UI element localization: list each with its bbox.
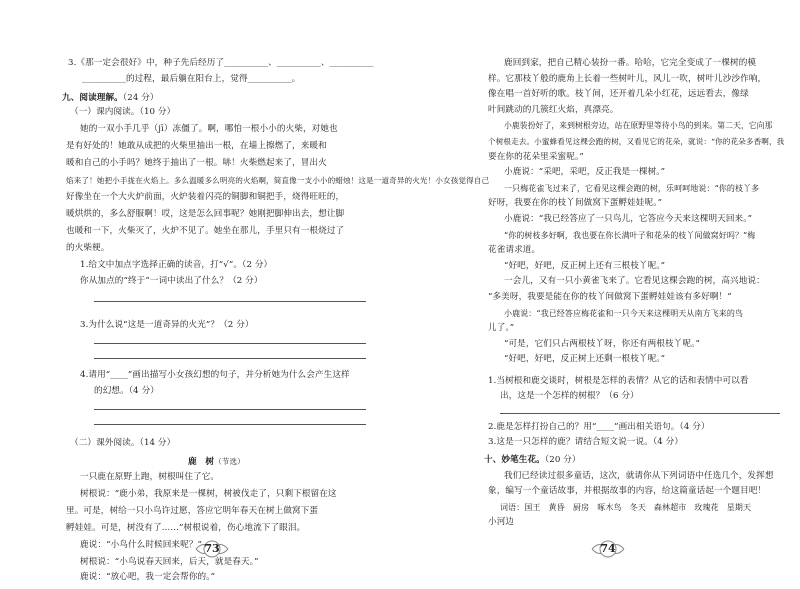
- question-1: 1.当树根和鹿交谈时，树根是怎样的表情？从它的话和表情中可以看: [488, 376, 749, 386]
- passage-line: 暖和自己的小手吗？她终于抽出了一根。哧！火柴燃起来了，冒出火: [66, 158, 327, 168]
- word-list: 词语：国王 黄昏 厨房 啄木鸟 冬天 森林超市 玫瑰花 星期天: [500, 503, 752, 512]
- passage-line: 也暖和一下，火柴灭了，火炉不见了。她坐在那儿，手里只有一根烧过了: [66, 226, 345, 236]
- question-1b: 出，这是一个怎样的树根？（6 分）: [500, 391, 639, 401]
- passage-line: 样。它那枝丫般的鹿角上长着一些树叶儿，风儿一吹，树叶儿沙沙作响，: [488, 73, 767, 84]
- writing-prompt: 象，编写一个童话故事，并根据故事的内容，给这篇童话起一个题目吧！: [488, 486, 767, 496]
- passage-line: “好吧，好吧，反正树上还剩一根枝丫呢。”: [504, 354, 666, 365]
- passage-line: 她的一双小手几乎（jī）冻僵了。啊，哪怕一根小小的火柴，对她也: [80, 124, 338, 134]
- question-4: 4.请用“____”画出描写小女孩幻想的句子，并分析她为什么会产生这样: [80, 370, 350, 380]
- passage-line: 叶间跳动的几簇红火焰，真漂亮。: [488, 104, 619, 115]
- passage-line: 树根说：“小鸟说春天回来，后天，就是春天。”: [80, 557, 259, 567]
- page-number: 73: [204, 542, 220, 555]
- question-2: 2.鹿是怎样打扮自己的？用“____”画出相关语句。（4 分）: [488, 422, 710, 432]
- passage-line: 鹿回到家，把自己精心装扮一番。哈哈，它完全变成了一棵树的模: [504, 58, 757, 68]
- passage-line: 像在唱一首好听的歌。枝丫间，还开着几朵小红花，远远看去，像绿: [488, 89, 749, 100]
- question-1: 1.给文中加点字选择正确的读音，打“√”。（2 分）: [80, 260, 273, 270]
- answer-line[interactable]: [94, 358, 366, 359]
- passage-line: 孵娃娃。可是，树没有了……”树根说着，伤心地流下了眼泪。: [66, 523, 306, 533]
- word-list: 小河边: [488, 517, 515, 527]
- passage-line: 树根说：“鹿小弟，我原来是一棵树，树被伐走了，只剩下根留在这: [80, 489, 337, 499]
- passage-line: “你的树枝多好啊，我也要在你长满叶子和花朵的枝丫间做窝好吗？”梅: [504, 230, 756, 240]
- passage-line: 好呀，我要在你的枝丫间做窝下蛋孵娃娃呢。”: [488, 198, 663, 209]
- answer-line[interactable]: [94, 409, 366, 410]
- passage-line: 个树根走去。小蜜蜂看见这棵会跑的树，又看见它的花朵，就说：“你的花朵多香啊，我: [488, 137, 785, 146]
- passage-line: 小鹿说：“我已经答应梅花雀和一只今天来这棵明天从南方飞来的鸟: [504, 308, 744, 318]
- passage-line: 一会儿，又有一只小黄雀飞来了。它看见这棵会跑的树，高兴地说：: [504, 276, 765, 287]
- question-3: 3.为什么说“这是一道奇异的火光”？（2 分）: [80, 320, 254, 330]
- passage-line: 鹿说：“放心吧，我一定会帮你的。”: [80, 572, 216, 582]
- question-4b: 的幻想。（4 分）: [94, 386, 159, 396]
- q3-line1: 3.《那一定会很好》中，种子先后经历了__________、__________、__________: [68, 58, 374, 68]
- passage-line: 暖烘烘的，多么舒服啊！哎，这是怎么回事呢？她刚把脚伸出去，想让脚: [66, 209, 345, 219]
- question-1b: 你从加点的“终于”一词中读出了什么？（2 分）: [80, 276, 263, 286]
- passage-line: 小鹿装扮好了，来到树根旁边，站在原野里等待小鸟的到来。第二天，它向那: [504, 121, 773, 131]
- passage-line: 小鹿说：“采吧，采吧，反正我是一棵树。”: [504, 167, 666, 178]
- passage-line: 里。可是，树给一只小鸟许过愿，答应它明年春天在树上做窝下蛋: [66, 506, 319, 516]
- section10-title: 十、妙笔生花。（20 分）: [484, 455, 581, 465]
- passage-line: 的火柴梗。: [66, 243, 110, 253]
- section9-title: 九、阅读理解。（24 分）: [62, 93, 159, 103]
- passage-line: 鹿说：“小鸟什么时候回来呢？”: [80, 540, 203, 550]
- passage-line: 小鹿说：“我已经答应了一只鸟儿，它答应今天来这棵明天回来。”: [504, 214, 753, 224]
- reading2-title: （二）课外阅读。（14 分）: [70, 438, 176, 448]
- passage-line: “可是，它们只占两根枝丫呀，你还有两根枝丫呢。”: [504, 338, 700, 349]
- passage-line: “多美呀，我要是能在你的枝丫间做窝下蛋孵娃娃该有多好啊！”: [488, 292, 732, 302]
- writing-prompt: 我们已经读过很多童话，这次，就请你从下列词语中任选几个，发挥想: [504, 471, 774, 481]
- passage-line: 一只鹿在原野上跑，树根叫住了它。: [80, 472, 220, 482]
- right-questions: [400, 0, 800, 589]
- passage-line: 儿了。”: [488, 323, 515, 334]
- question-3: 3.这是一只怎样的鹿？请结合短文说一说。（4 分）: [488, 437, 684, 447]
- passage-line: 焰来了！她把小手拢在火焰上。多么温暖多么明亮的火焰啊，简直像一支小小的蜡烛！这是一道奇异的火光！小女孩觉得自己: [66, 176, 490, 185]
- answer-line[interactable]: [94, 343, 366, 344]
- passage-line: 花雀请求道。: [488, 245, 541, 256]
- q3-line2: __________的过程，最后躺在阳台上，觉得__________。: [82, 74, 301, 84]
- passage-line: “好吧，好吧，反正树上还有三根枝丫呢。”: [504, 260, 666, 271]
- passage-line: 好像坐在一个大火炉前面，火炉装着闪亮的铜脚和铜把手，烧得旺旺的，: [66, 192, 345, 202]
- passage-line: 要在你的花朵里采蜜呢。”: [488, 151, 584, 162]
- passage-line: 一只梅花雀飞过来了，它看见这棵会跑的树，乐呵呵地说：“你的枝丫多: [504, 183, 760, 193]
- page-number: 74: [600, 542, 616, 555]
- reading1-title: （一）课内阅读。（10 分）: [70, 107, 176, 117]
- passage-line: 是有好处的！她敢从成把的火柴里抽出一根，在墙上擦燃了，来暖和: [66, 141, 327, 151]
- answer-line[interactable]: [94, 301, 366, 302]
- answer-line[interactable]: [94, 424, 366, 425]
- story-title: 鹿 树（节选）: [188, 457, 245, 467]
